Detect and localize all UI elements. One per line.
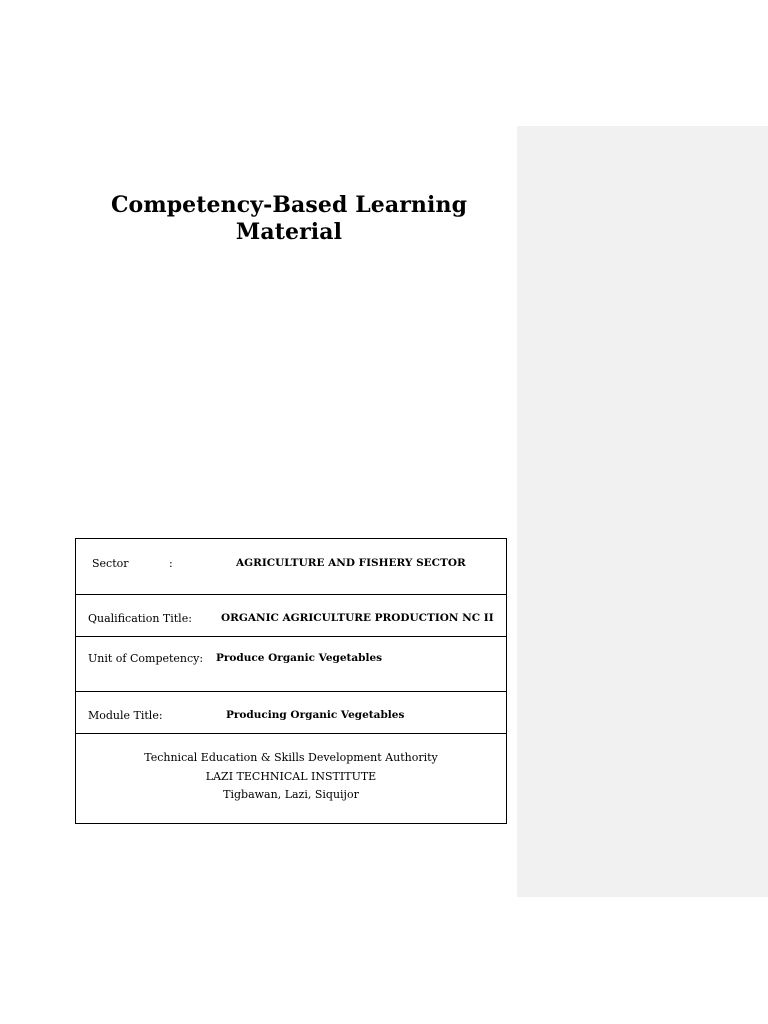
institution-block [76, 749, 506, 805]
info-table [75, 538, 507, 824]
qualification-label: Qualification Title: [88, 612, 192, 625]
unit-value: Produce Organic Vegetables [216, 652, 383, 664]
unit-label: Unit of Competency: [88, 652, 204, 665]
document-title: Competency-Based Learning Material [110, 192, 468, 245]
comment-margin-panel [517, 126, 768, 897]
row-institution [76, 734, 506, 823]
sector-colon: : [169, 557, 173, 570]
row-unit-of-competency [76, 637, 506, 692]
institute-address: Tigbawan, Lazi, Siquijor [223, 788, 359, 801]
row-module-title [76, 692, 506, 734]
row-qualification [76, 595, 506, 637]
module-value: Producing Organic Vegetables [226, 709, 405, 721]
module-label: Module Title: [88, 709, 163, 722]
qualification-value: ORGANIC AGRICULTURE PRODUCTION NC II [221, 612, 494, 624]
institute-name: LAZI TECHNICAL INSTITUTE [205, 769, 377, 783]
row-sector [76, 539, 506, 595]
sector-value: AGRICULTURE AND FISHERY SECTOR [236, 557, 466, 569]
sector-label: Sector [92, 557, 129, 570]
authority-name: Technical Education & Skills Development Authority [144, 751, 438, 764]
